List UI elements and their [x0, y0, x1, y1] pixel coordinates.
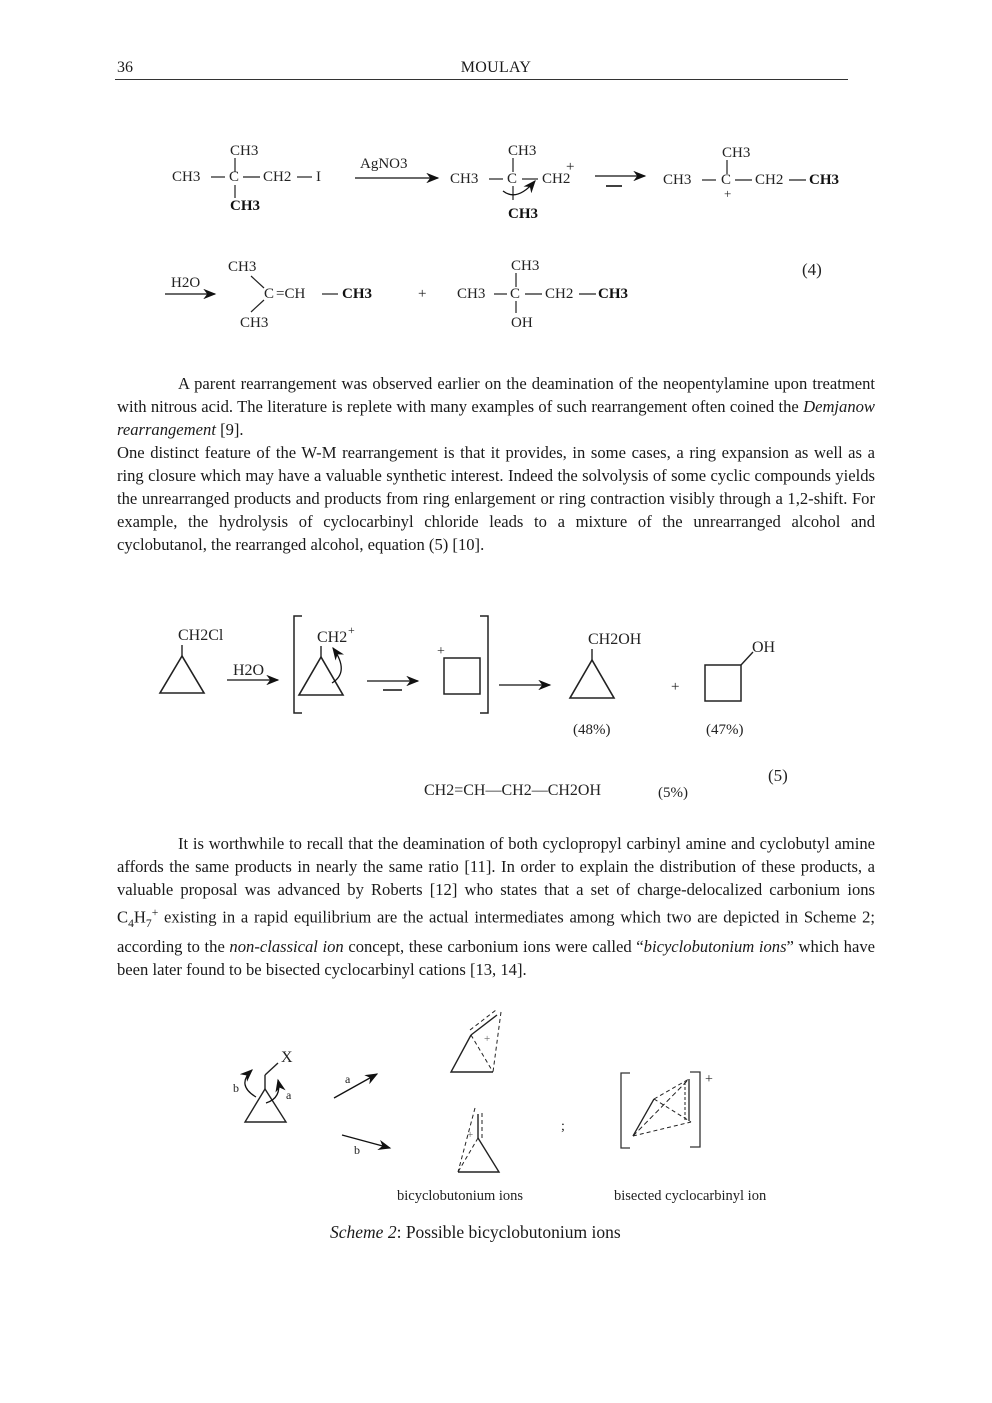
svg-text:CH3: CH3	[511, 258, 540, 274]
svg-text:CH3: CH3	[508, 143, 537, 159]
product-tertiary-alcohol	[457, 258, 628, 331]
arrow-a-label: a	[345, 1072, 351, 1086]
svg-text:CH3: CH3	[508, 206, 538, 222]
cyclobutanol	[705, 639, 776, 738]
svg-text:C: C	[510, 286, 521, 302]
leaving-group-x: X	[281, 1049, 293, 1066]
equation-4-diagram	[0, 120, 992, 350]
svg-text:+: +	[484, 1033, 491, 1045]
label-bisected-ion: bisected cyclocarbinyl ion	[614, 1188, 767, 1204]
left-bracket	[294, 616, 302, 713]
svg-text:CH3: CH3	[663, 172, 692, 188]
cyclopropylcarbinyl-chloride	[160, 627, 224, 693]
bicyclobutonium-ion-b	[458, 1108, 499, 1172]
svg-text:C: C	[229, 169, 240, 185]
svg-text:C: C	[264, 286, 275, 302]
path-b-arrow	[342, 1135, 390, 1148]
header-rule	[115, 79, 848, 80]
svg-text:CH3: CH3	[450, 171, 479, 187]
cyclobutyl-cation	[437, 644, 480, 694]
svg-text:CH2: CH2	[755, 172, 784, 188]
svg-text:C: C	[507, 171, 518, 187]
equation-number-4: (4)	[802, 260, 822, 279]
svg-text:+: +	[467, 1129, 474, 1141]
paragraph-demjanow: A parent rearrangement was observed earlier on the deamination of the neopentylamine upon treatment with nitrous acid. The literature is replete with many examples of such rearrangement often coined the Demjanow rearrangement [9].	[117, 374, 875, 439]
reactant-neopentyl-iodide	[172, 143, 321, 214]
cyclopropylcarbinyl-substrate	[233, 1049, 293, 1122]
paragraph-bicyclobutonium: It is worthwhile to recall that the deamination of both cyclopropyl carbinyl amine and cyclobutyl amine affords the same products in nearly the same ratio [11]. In order to explain the distribution of these products, a valuable proposal was advanced by Roberts [12] who states that a set of charge-delocalized carbonium ions $C_4H_7^+$ existing in a rapid equilibrium are the actual intermediates among which two are depicted in Scheme 2; according to the non-classical ion concept, these carbonium ions were called “bicyclobutonium ions” which have been later found to be bisected cyclocarbinyl cations [13, 14].	[117, 834, 876, 979]
svg-text:+: +	[566, 159, 575, 175]
right-bracket	[480, 616, 488, 713]
label-bicyclobutonium-ions: bicyclobutonium ions	[397, 1188, 524, 1204]
bicyclobutonium-ion-a	[451, 1010, 501, 1072]
reagent-water: H2O	[233, 662, 265, 679]
paragraph-wm-rearrangement: One distinct feature of the W-M rearrangement is that it provides, in some cases, a ring expansion as well as a ring closure which may have a valuable synthetic interest. Indeed the solvolysis of some cyclic compounds yields the unrearranged products and products from ring enlargement or ring contraction visibly through a 1,2-shift. For example, the hydrolysis of cyclocarbinyl chloride leads to a mixture of the unrearranged alcohol and cyclobutanol, the rearranged alcohol, equation (5) [10].	[117, 443, 875, 554]
reagent-water: H2O	[171, 275, 201, 291]
svg-text:CH3: CH3	[809, 172, 839, 188]
svg-text:+: +	[724, 186, 732, 201]
reagent-agno3: AgNO3	[360, 156, 408, 172]
path-a-curved-arrow-icon	[266, 1080, 279, 1103]
body-text-1	[117, 372, 875, 556]
svg-text:CH2: CH2	[317, 629, 348, 646]
path-label-a: a	[286, 1088, 292, 1102]
butenol	[424, 782, 688, 801]
path-a-arrow	[334, 1074, 377, 1098]
plus-sign: +	[418, 286, 427, 302]
svg-text:CH2=CH—CH2—CH2OH: CH2=CH—CH2—CH2OH	[424, 782, 602, 799]
scheme-2-diagram	[0, 1000, 992, 1210]
path-b-curved-arrow-icon	[245, 1070, 256, 1097]
svg-text:CH2: CH2	[545, 286, 574, 302]
scheme-caption: Scheme 2: Possible bicyclobutonium ions	[330, 1222, 621, 1242]
svg-text:C: C	[721, 172, 732, 188]
svg-text:CH3: CH3	[240, 315, 269, 331]
svg-text:CH3: CH3	[230, 198, 260, 214]
separator: ;	[561, 1119, 565, 1134]
svg-text:CH3: CH3	[598, 286, 628, 302]
svg-text:OH: OH	[752, 639, 776, 656]
tertiary-cation	[663, 145, 839, 201]
equation-number-5: (5)	[768, 766, 788, 785]
running-title: MOULAY	[460, 59, 532, 76]
plus-sign: +	[671, 679, 680, 695]
arrow-b-label: b	[354, 1143, 360, 1157]
yield-48: (48%)	[573, 722, 611, 738]
path-label-b: b	[233, 1081, 239, 1095]
cyclopropylcarbinol	[570, 631, 642, 738]
svg-text:CH3: CH3	[228, 259, 257, 275]
bisected-cyclocarbinyl-ion	[621, 1072, 713, 1148]
svg-text:+: +	[437, 644, 445, 659]
svg-text:CH3: CH3	[230, 143, 259, 159]
svg-text:CH3: CH3	[342, 286, 372, 302]
svg-text:=CH: =CH	[276, 286, 306, 302]
primary-cation	[450, 143, 574, 222]
svg-text:CH3: CH3	[457, 286, 486, 302]
yield-5: (5%)	[658, 785, 688, 801]
product-alkene	[228, 259, 372, 331]
cyclopropylcarbinyl-cation	[299, 623, 355, 695]
svg-text:OH: OH	[511, 315, 533, 331]
body-text-2	[117, 832, 875, 981]
svg-text:CH2: CH2	[263, 169, 292, 185]
equation-5-diagram	[0, 600, 992, 815]
svg-text:CH2Cl: CH2Cl	[178, 627, 224, 644]
svg-text:I: I	[316, 169, 321, 185]
svg-text:CH2OH: CH2OH	[588, 631, 642, 648]
svg-text:CH3: CH3	[172, 169, 201, 185]
svg-text:CH2: CH2	[542, 171, 571, 187]
svg-text:CH3: CH3	[722, 145, 751, 161]
page-number: 36	[117, 59, 133, 76]
svg-text:+: +	[348, 623, 355, 637]
svg-text:+: +	[705, 1072, 713, 1087]
yield-47: (47%)	[706, 722, 744, 738]
